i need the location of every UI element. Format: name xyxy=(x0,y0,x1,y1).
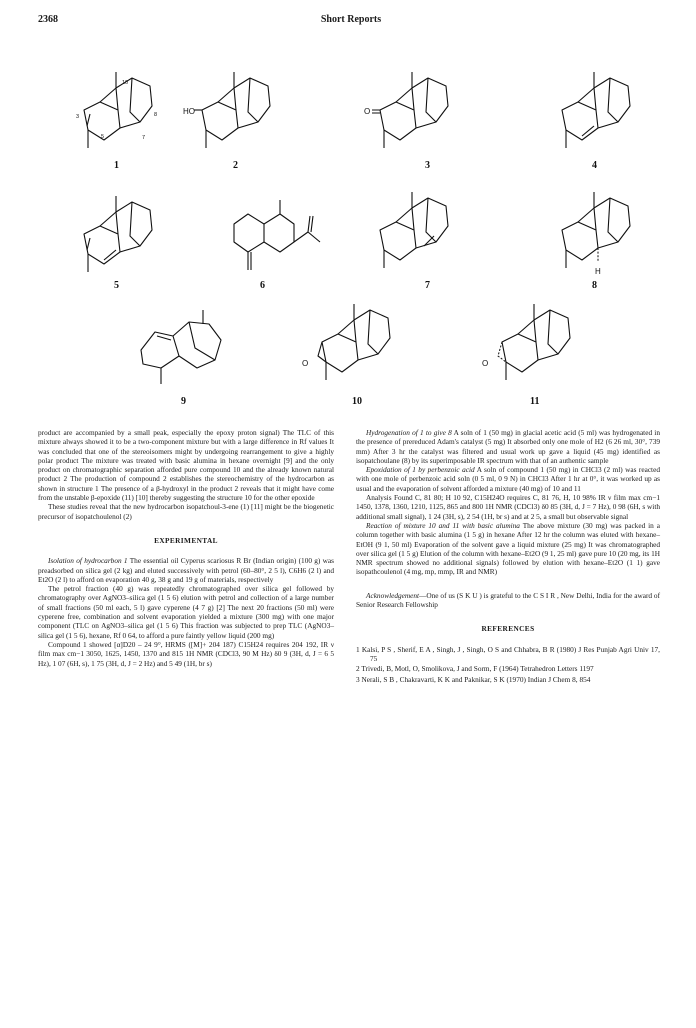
structure-label: 11 xyxy=(530,396,540,407)
hydroxyl-label: HO xyxy=(183,107,195,116)
right-text-column xyxy=(356,428,660,685)
structure-3 xyxy=(372,72,448,148)
reaction-paragraph xyxy=(356,521,660,577)
acknowledgement-title: Acknowledgement xyxy=(366,590,420,600)
structure-2 xyxy=(194,72,270,148)
isolation-title: Isolation of hydrocarbon 1 xyxy=(48,556,128,566)
structure-8 xyxy=(562,192,630,268)
structure-10 xyxy=(318,304,390,380)
structure-label: 5 xyxy=(114,280,119,291)
structure-label: 8 xyxy=(592,280,597,291)
locant-10: 10 xyxy=(122,80,129,86)
structure-6 xyxy=(234,200,320,270)
hydrogenation-paragraph xyxy=(356,428,660,465)
experimental-heading: EXPERIMENTAL xyxy=(154,535,218,545)
locant-3: 3 xyxy=(76,114,80,120)
locant-7: 7 xyxy=(142,135,146,141)
structure-label: 10 xyxy=(352,396,362,407)
structure-11 xyxy=(498,304,570,380)
reference-item: 1 Kalsi, P S , Sherif, E A , Singh, J , Singh, O S and Chhabra, B R (1980) J Res Punjab Agri Univ 17, 75 xyxy=(356,644,660,663)
hydrogen-label: H xyxy=(595,267,601,276)
chemical-structures-figure xyxy=(0,0,696,425)
hydrogenation-body: A soln of 1 (50 mg) in glacial acetic acid (5 ml) was hydrogenated in the presence of prereduced Adam's catalyst (5 mg) It absorbed only one mole of H2 (6 26 ml, 30°, 739 mm) After 3 hr the catalyst was filtered and usual work up gave a liquid (45 mg) identified as isopatchoulane (8) by its superimposable IR spectrum with that of an authentic sample xyxy=(356,428,660,465)
body-paragraph: The petrol fraction (40 g) was repeatedly chromatographed over silica gel followed by chromatography over AgNO3–silica gel (1 5 6) elution with petrol and collection of a large number of small fractions (50 ml each, 5 l) gave cyperene (4 7 g) [2] The next 20 fractions (50 ml) were cyperene free, combination and solvent evaporation yielded a mixture (300 mg) with one major component (TLC on AgNO3–silica gel (1 5 6) This fraction was subjected to prep TLC (AgNO3–silica gel (1 5 6), hexane, Rf 0 64, to afford a pure faintly yellow liquid (200 mg) xyxy=(38,584,334,640)
journal-section-title: Short Reports xyxy=(320,14,382,25)
reaction-title: Reaction of mixture 10 and 11 with basic alumina xyxy=(366,520,520,530)
epoxidation-body: A soln of compound 1 (50 mg) in CHCl3 (2 ml) was reacted with one mole of perbenzoic acid soln (0 5 ml, 0 9 N) in CHCl3 After 1 hr at 0°, it was worked up as usual and the evaporation of solvent afforded a mixture (40 mg) of 10 and 11 xyxy=(356,465,660,493)
ketone-oxygen-label: O xyxy=(364,107,371,116)
body-paragraph: These studies reveal that the new hydrocarbon isopatchoul-3-ene (1) [11] might be the biogenetic precursor of isopatchoulenol (2) xyxy=(38,502,334,521)
body-paragraph: Compound 1 showed [α]D20 – 24 9°, HRMS ([M]+ 204 187) C15H24 requires 204 192, IR ν film max cm−1 3050, 1625, 1450, 1370 and 815 1H NMR (CDCl3, 90 M Hz) δ0 9 (3H, d, J = 6 5 Hz), 1 07 (6H, s), 1 75 (3H, d, J = 2 Hz) and 5 49 (1H, br s) xyxy=(38,639,334,668)
left-text-column xyxy=(38,428,334,668)
structure-label: 7 xyxy=(425,280,430,291)
page-number: 2368 xyxy=(38,14,58,25)
structure-label: 2 xyxy=(233,160,238,171)
locant-8: 8 xyxy=(154,112,158,118)
isolation-body: The essential oil Cyperus scariosus R Br (Indian origin) (100 g) was preadsorbed on silica gel (2 kg) and eluted successively with petrol (60–80°, 2 5 l), C6H6 (2 l) and Et2O (2 l) to afford on evaporation 40 g, 38 g and 19 g of materials, respectively xyxy=(38,556,334,584)
epoxidation-paragraph xyxy=(356,465,660,493)
structure-5 xyxy=(84,196,152,272)
acknowledgement-body: —One of us (S K U ) is grateful to the C S I R , New Delhi, India for the award of Senior Research Fellowship xyxy=(356,590,660,610)
analysis-paragraph: Analysis Found C, 81 80; H 10 92, C15H24O requires C, 81 76, H, 10 98% IR ν film max cm−1 1450, 1378, 1360, 1210, 1125, 865 and 800 1H NMR (CDCl3) δ0 85 (3H, d, J = 7 Hz), 0 98 (6H, s with additional small signal), 1 24 (3H, s), 2 54 (1H, br s) and at 2 5, a small but observable signal xyxy=(356,493,660,521)
epoxidation-title: Epoxidation of 1 by perbenzoic acid xyxy=(366,465,475,475)
acknowledgement-paragraph xyxy=(356,591,660,610)
epoxide-oxygen-label: O xyxy=(482,359,489,368)
structure-9 xyxy=(141,310,221,384)
structure-label: 3 xyxy=(425,160,430,171)
structure-1 xyxy=(76,72,157,148)
structure-4 xyxy=(562,72,630,148)
locant-5: 5 xyxy=(101,134,105,140)
structure-7 xyxy=(380,192,448,268)
reaction-body: The above mixture (30 mg) was packed in a column together with basic alumina (1 5 g) in hexane After 12 hr the column was eluted with hexane–EtOH (9 1, 50 ml) Evaporation of the solvent gave a liquid mixture (25 mg) It was chromatographed over silica gel (1 5 g) Elution of the column with hexane–Et2O (9 1, 25 ml) gave pure 10 (20 mg, its 1H NMR spectrum showed no additional signals) followed by elution with hexane–Et2O (1 1) gave isopathcoulenol (4 mg, mp, mmp, IR and NMR) xyxy=(356,520,660,577)
structure-label: 6 xyxy=(260,280,265,291)
epoxide-oxygen-label: O xyxy=(302,359,309,368)
structure-label: 4 xyxy=(592,160,597,171)
hydrogenation-title: Hydrogenation of 1 to give 8 xyxy=(366,428,452,437)
body-paragraph: product are accompanied by a small peak, especially the epoxy proton signal) The TLC of this mixture always showed it to be a two-component mixture but with a large difference in Rf values It was concluded that one of the stereoisomers might by undergoing rearrangement to give a highly polar product The mixture was treated with basic alumina in hexane overnight [9] and the only product on chromatographic separation afforded pure compound 10 and the already known natural product 2 The production of compound 2 establishes the stereochemistry of the hydrocarbon as shown in structure 1 The presence of a β-hydroxyl in the product 2 reveals that it might have come from the unstable β-epoxide (11) [10] thereby suggesting the structure 10 for the other epoxide xyxy=(38,428,334,503)
structure-label: 1 xyxy=(114,160,119,171)
structure-label: 9 xyxy=(181,396,186,407)
reference-item: 3 Nerali, S B , Chakravarti, K K and Paknikar, S K (1970) Indian J Chem 8, 854 xyxy=(356,674,591,684)
reference-item: 2 Trivedi, B, Motl, O, Smolikova, J and Sorm, F (1964) Tetrahedron Letters 1197 xyxy=(356,664,594,674)
isolation-paragraph xyxy=(38,556,334,584)
references-heading: REFERENCES xyxy=(481,624,535,634)
